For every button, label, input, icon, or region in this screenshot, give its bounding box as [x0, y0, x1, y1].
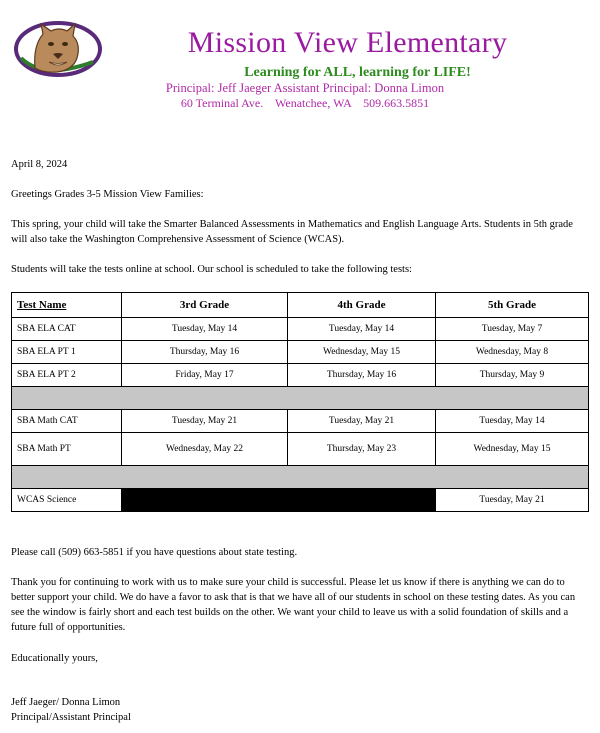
cougar-mascot-logo	[13, 18, 103, 80]
letter-closing: Educationally yours,	[11, 653, 98, 664]
test-name-cell: SBA ELA PT 1	[12, 341, 122, 364]
letterhead	[0, 0, 600, 120]
grade-5-date-cell: Thursday, May 9	[436, 364, 589, 387]
header-test-name: Test Name	[12, 293, 122, 318]
staff-line: Principal: Jeff Jaeger Assistant Principal: Donna Limon	[165, 81, 445, 95]
table-row	[12, 433, 589, 466]
school-motto: Learning for ALL, learning for LIFE!	[244, 65, 471, 80]
separator-cell	[12, 466, 589, 489]
letter-paragraph-4: Thank you for continuing to work with us to make sure your child is successful. Please let us know if there is anything we can do to better support your child. We do have a favor to ask that is that we have all of our students in school on these testing dates. As you can see the window is fairly short and each test builds on the other. We want your child to leave us with a solid foundation of skills and a future full of opportunities.	[11, 577, 576, 633]
table-row	[12, 489, 589, 512]
grade-5-date-cell: Tuesday, May 14	[436, 410, 589, 433]
table-row	[12, 364, 589, 387]
test-name-cell: SBA Math PT	[12, 433, 122, 466]
address-line: 60 Terminal Ave. Wenatchee, WA 509.663.5851	[180, 96, 430, 110]
signature-names: Jeff Jaeger/ Donna Limon	[11, 697, 121, 708]
letter-paragraph-2: Students will take the tests online at school. Our school is scheduled to take the following tests:	[11, 264, 412, 275]
letter-greeting: Greetings Grades 3-5 Mission View Families:	[11, 189, 204, 200]
letter-paragraph-1: This spring, your child will take the Smarter Balanced Assessments in Mathematics and English Language Arts. Students in 5th grade will also take the Washington Comprehensive Assessment of Science (WCAS).	[11, 219, 573, 245]
signature-titles: Principal/Assistant Principal	[11, 712, 131, 723]
separator-row	[12, 387, 589, 410]
redacted-cell	[122, 489, 436, 512]
grade-3-date-cell: Tuesday, May 21	[122, 410, 288, 433]
header-3rd-grade: 3rd Grade	[122, 293, 288, 318]
grade-5-date-cell: Tuesday, May 7	[436, 318, 589, 341]
grade-5-date-cell: Wednesday, May 15	[436, 433, 589, 466]
grade-3-date-cell: Thursday, May 16	[122, 341, 288, 364]
school-name: Mission View Elementary	[187, 26, 508, 59]
header-5th-grade: 5th Grade	[436, 293, 589, 318]
grade-5-date-cell: Tuesday, May 21	[436, 489, 589, 512]
letter-date: April 8, 2024	[11, 159, 68, 170]
test-name-cell: SBA ELA PT 2	[12, 364, 122, 387]
grade-4-date-cell: Thursday, May 16	[288, 364, 436, 387]
grade-3-date-cell: Tuesday, May 14	[122, 318, 288, 341]
test-name-cell: SBA ELA CAT	[12, 318, 122, 341]
grade-4-date-cell: Thursday, May 23	[288, 433, 436, 466]
testing-schedule-table	[11, 292, 589, 512]
grade-3-date-cell: Wednesday, May 22	[122, 433, 288, 466]
table-row	[12, 341, 589, 364]
separator-row	[12, 466, 589, 489]
grade-4-date-cell: Wednesday, May 15	[288, 341, 436, 364]
grade-3-date-cell: Friday, May 17	[122, 364, 288, 387]
header-4th-grade: 4th Grade	[288, 293, 436, 318]
test-name-cell: WCAS Science	[12, 489, 122, 512]
letter-paragraph-3: Please call (509) 663-5851 if you have questions about state testing.	[11, 547, 298, 558]
test-name-cell: SBA Math CAT	[12, 410, 122, 433]
table-header-row	[12, 293, 589, 318]
grade-4-date-cell: Tuesday, May 14	[288, 318, 436, 341]
grade-4-date-cell: Tuesday, May 21	[288, 410, 436, 433]
table-row	[12, 410, 589, 433]
separator-cell	[12, 387, 589, 410]
grade-5-date-cell: Wednesday, May 8	[436, 341, 589, 364]
table-row	[12, 318, 589, 341]
